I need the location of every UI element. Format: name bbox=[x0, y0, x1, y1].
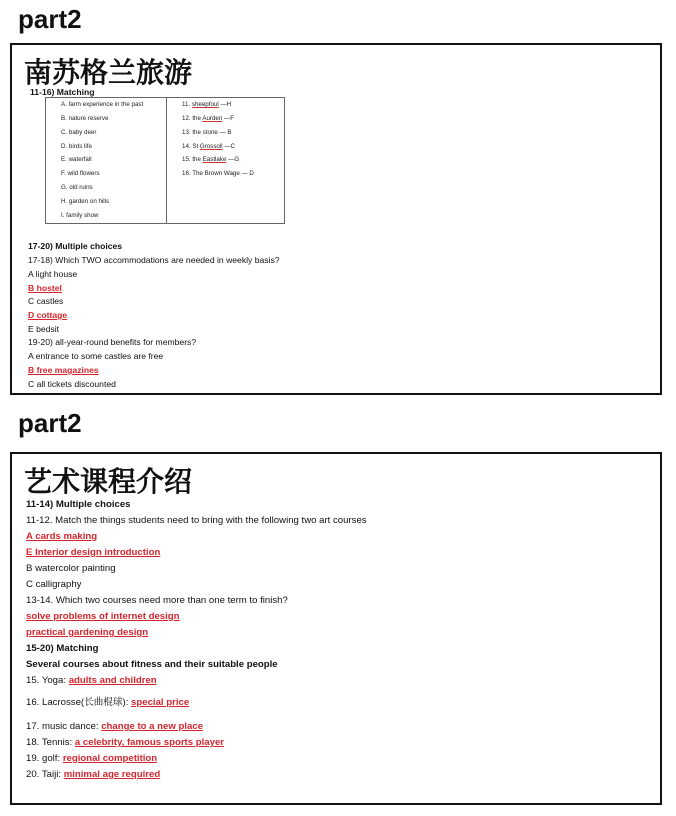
matching-header: 11-16) Matching bbox=[30, 87, 95, 97]
answer-interior-design: E Interior design introduction bbox=[26, 547, 161, 558]
answer-14: 14. St Grossoll —C bbox=[182, 143, 235, 150]
answer-cards-making: A cards making bbox=[26, 531, 98, 542]
match-item-taiji: 20. Taiji: minimal age required bbox=[26, 769, 161, 780]
mc-header-2: 11-14) Multiple choices bbox=[26, 499, 131, 510]
answer-15: 15. the Eastlake —G bbox=[182, 156, 240, 163]
match-item-music-dance: 17. music dance: change to a new place bbox=[26, 721, 204, 732]
mc-header-1: 17-20) Multiple choices bbox=[28, 241, 123, 251]
option-h: H. garden on hills bbox=[61, 198, 110, 205]
card-title-art: 艺术课程介绍 bbox=[24, 465, 193, 498]
option-entrance: A entrance to some castles are free bbox=[28, 351, 164, 361]
match-header-2: 15-20) Matching bbox=[26, 643, 99, 654]
option-b: B. nature reserve bbox=[61, 115, 109, 122]
option-calligraphy: C calligraphy bbox=[26, 579, 82, 590]
match-item-golf: 19. golf: regional competition bbox=[26, 753, 158, 764]
question-11-12: 11-12. Match the things students need to bring with the following two art courses bbox=[26, 515, 367, 526]
art-course-card bbox=[10, 452, 662, 805]
table-divider bbox=[166, 98, 167, 223]
matching-table bbox=[45, 97, 285, 224]
match-item-lacrosse: 16. Lacrosse(长曲棍球): special price bbox=[26, 697, 190, 708]
answer-magazines: B free magazines bbox=[28, 365, 99, 375]
match-item-yoga: 15. Yoga: adults and children bbox=[26, 675, 157, 686]
answer-13: 13. the stone — B bbox=[182, 129, 232, 136]
answer-11: 11. sheepfoul —H bbox=[182, 101, 232, 108]
option-a: A. farm experience in the past bbox=[61, 101, 144, 108]
card-title-tour: 南苏格兰旅游 bbox=[24, 56, 193, 89]
option-f: F. wild flowers bbox=[61, 170, 100, 177]
option-d: D. birds life bbox=[61, 143, 92, 150]
answer-12: 12. the Aurden —F bbox=[182, 115, 234, 122]
answer-internet-design: solve problems of internet design bbox=[26, 611, 180, 622]
question-13-14: 13-14. Which two courses need more than one term to finish? bbox=[26, 595, 288, 606]
question-19-20: 19-20) all-year-round benefits for members? bbox=[28, 337, 197, 347]
answer-hostel: B hostel bbox=[28, 283, 62, 293]
answer-cottage: D cottage bbox=[28, 310, 68, 320]
option-i: I. family show bbox=[61, 212, 99, 219]
tour-card bbox=[10, 43, 662, 395]
option-castles: C castles bbox=[28, 296, 64, 306]
answer-16: 16. The Brown Wage — D bbox=[182, 170, 254, 177]
part-heading-2: part2 bbox=[18, 408, 82, 438]
option-light-house: A light house bbox=[28, 269, 78, 279]
option-e: E. waterfall bbox=[61, 156, 92, 163]
answer-gardening-design: practical gardening design bbox=[26, 627, 149, 638]
part-heading-1: part2 bbox=[18, 4, 82, 34]
match-item-tennis: 18. Tennis: a celebrity, famous sports player bbox=[26, 737, 225, 748]
option-watercolor: B watercolor painting bbox=[26, 563, 116, 574]
option-g: G. old ruins bbox=[61, 184, 93, 191]
match-subheader: Several courses about fitness and their suitable people bbox=[26, 659, 278, 670]
option-c: C. baby deer bbox=[61, 129, 97, 136]
option-bedsit: E bedsit bbox=[28, 324, 60, 334]
question-17-18: 17-18) Which TWO accommodations are needed in weekly basis? bbox=[28, 255, 280, 265]
option-tickets: C all tickets discounted bbox=[28, 379, 116, 389]
